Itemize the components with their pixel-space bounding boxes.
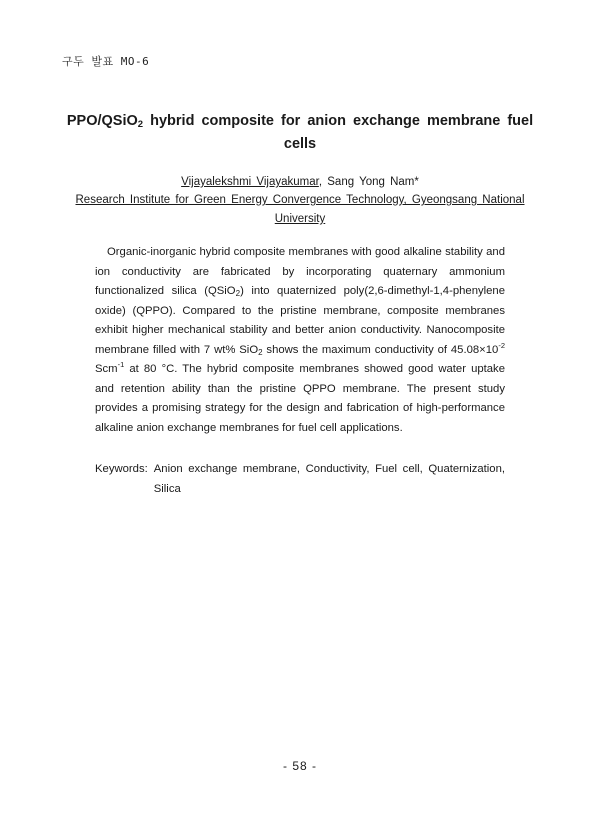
abstract-paragraph xyxy=(95,243,505,438)
abstract-text-2: ) into quaternized poly(2,6-dimethyl-1,4-phenylene oxide) (QPPO). Compared to the pristine membrane, composite membranes exhibit higher mechanical stability and better anion conductivity. Nanocomposite membrane filled with 7 wt% SiO xyxy=(95,285,505,356)
page-number: - 58 - xyxy=(282,759,317,773)
affiliation xyxy=(60,191,540,229)
abstract-sub-2: 2 xyxy=(258,347,263,357)
author-separator: , xyxy=(318,176,328,188)
presenting-author: Vijayalekshmi Vijayakumar xyxy=(181,176,319,188)
abstract-text-1: Organic-inorganic hybrid composite membranes with good alkaline stability and ion conductivity are fabricated by incorporating quaternary ammonium functionalized silica (QSiO xyxy=(95,246,505,297)
session-label: 구두 발표 MO-6 xyxy=(62,55,150,68)
author-line xyxy=(60,173,540,192)
keywords-text: Anion exchange membrane, Conductivity, Fuel cell, Quaternization, Silica xyxy=(153,463,505,495)
abstract-sup-1: -2 xyxy=(498,340,505,350)
paper-title xyxy=(60,110,540,156)
abstract-text-3: shows the maximum conductivity of 45.08×10 xyxy=(262,343,499,356)
abstract xyxy=(95,243,505,438)
abstract-text-4: Scm xyxy=(95,363,118,375)
abstract-sub-1: 2 xyxy=(235,289,241,298)
co-author: Sang Yong Nam* xyxy=(327,176,419,188)
affiliation-text: Research Institute for Green Energy Convergence Technology, Gyeongsang National University xyxy=(75,194,525,225)
abstract-sup-2: -1 xyxy=(117,360,125,369)
title-part-1: PPO/QSiO xyxy=(66,113,138,129)
abstract-text-5: at 80 °C. The hybrid composite membranes showed good water uptake and retention ability than the pristine QPPO membrane. The present study provides a promising strategy for the design and fabrication of high-performance alkaline anion exchange membranes for fuel cell applications. xyxy=(95,363,505,434)
keywords-label: Keywords: xyxy=(95,463,148,475)
title-part-2: hybrid composite for anion exchange membrane fuel cells xyxy=(143,113,534,152)
title-subscript: 2 xyxy=(137,119,144,130)
keywords xyxy=(95,460,505,499)
